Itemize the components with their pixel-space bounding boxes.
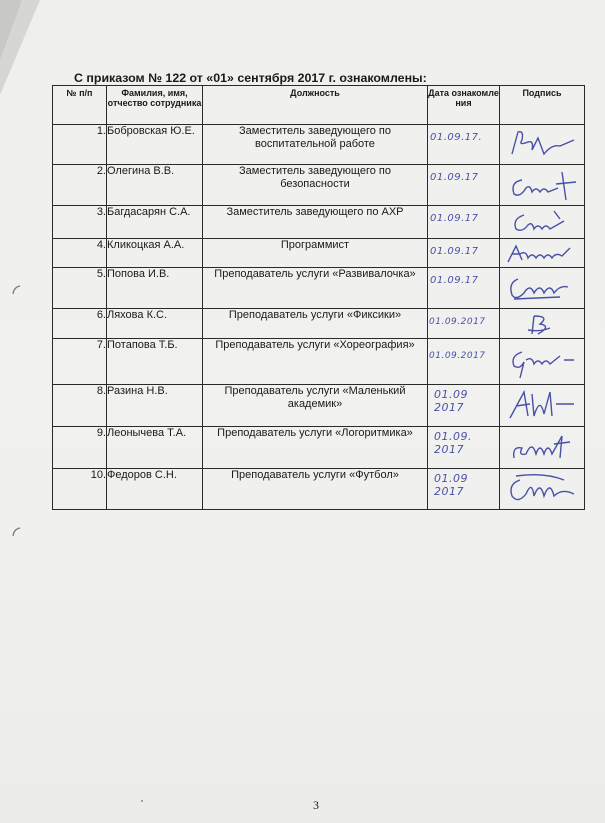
employee-position: Преподаватель услуги «Хореография»: [203, 339, 428, 385]
employee-name: Багдасарян С.А.: [107, 206, 203, 239]
table-row: [53, 165, 585, 206]
row-number: 3.: [53, 206, 107, 239]
table-row: [53, 339, 585, 385]
employee-position: Преподаватель услуги «Маленький академик»: [203, 385, 428, 427]
signature-image: [504, 207, 580, 237]
employee-name: Олегина В.В.: [107, 165, 203, 206]
date-cell: [428, 206, 500, 239]
table-row: [53, 427, 585, 469]
row-number: 8.: [53, 385, 107, 427]
employee-name: Кликоцкая А.А.: [107, 239, 203, 268]
date-year: 2017: [434, 485, 464, 498]
signature-image: [504, 269, 580, 307]
employee-name: Разина Н.В.: [107, 385, 203, 427]
signature-image: [504, 340, 580, 382]
employee-position: Преподаватель услуги «Развивалочка»: [203, 268, 428, 309]
date-cell: [428, 427, 500, 469]
employee-name: Потапова Т.Б.: [107, 339, 203, 385]
employee-position: Преподаватель услуги «Футбол»: [203, 469, 428, 510]
table-row: [53, 268, 585, 309]
signature-image: [504, 310, 580, 338]
signature-cell: [500, 206, 585, 239]
signature-cell: [500, 339, 585, 385]
punch-hole-top: [12, 285, 22, 295]
signature-image: [504, 166, 580, 204]
employee-position: Преподаватель услуги «Логоритмика»: [203, 427, 428, 469]
date-cell: [428, 125, 500, 165]
table-row: [53, 469, 585, 510]
date-year: 2017: [434, 443, 464, 456]
date-day-month: 01.09: [434, 472, 468, 485]
date-cell: [428, 339, 500, 385]
handwritten-date: 01.09.17: [430, 246, 479, 257]
signature-image: [504, 386, 580, 424]
page-number: 3: [313, 798, 319, 812]
handwritten-date: 01.09.2017: [429, 317, 486, 327]
employee-position: Заместитель заведующего по безопасности: [203, 165, 428, 206]
employee-position: Программист: [203, 239, 428, 268]
date-cell: [428, 165, 500, 206]
employee-name: Бобровская Ю.Е.: [107, 125, 203, 165]
employee-position: Преподаватель услуги «Фиксики»: [203, 309, 428, 339]
row-number: 5.: [53, 268, 107, 309]
table-row: [53, 206, 585, 239]
row-number: 6.: [53, 309, 107, 339]
table-header-row: [53, 86, 585, 125]
table-row: [53, 385, 585, 427]
signature-cell: [500, 427, 585, 469]
signature-cell: [500, 239, 585, 268]
column-header-signature: Подпись: [500, 86, 585, 125]
employee-name: Ляхова К.С.: [107, 309, 203, 339]
row-number: 4.: [53, 239, 107, 268]
employee-position: Заместитель заведующего по воспитательной работе: [203, 125, 428, 165]
row-number: 1.: [53, 125, 107, 165]
paper-speck: [141, 800, 143, 802]
acknowledgement-table: [52, 85, 585, 510]
employee-name: Федоров С.Н.: [107, 469, 203, 510]
handwritten-date: 01.09.17: [430, 213, 479, 224]
punch-hole-bottom: [12, 527, 22, 537]
date-cell: [428, 268, 500, 309]
handwritten-date: 01.09.17: [430, 275, 479, 286]
date-cell: [428, 385, 500, 427]
signature-image: [504, 470, 580, 508]
handwritten-date: 01.09.17: [430, 172, 479, 183]
signature-cell: [500, 165, 585, 206]
table-row: [53, 239, 585, 268]
date-day-month: 01.09.: [434, 430, 472, 443]
column-header-position: Должность: [203, 86, 428, 125]
column-header-number: № п/п: [53, 86, 107, 125]
handwritten-date: [434, 430, 472, 456]
date-day-month: 01.09: [434, 388, 468, 401]
signature-image: [504, 126, 580, 162]
signature-cell: [500, 125, 585, 165]
employee-name: Леонычева Т.А.: [107, 427, 203, 469]
employee-position: Заместитель заведующего по АХР: [203, 206, 428, 239]
row-number: 7.: [53, 339, 107, 385]
handwritten-date: 01.09.17.: [430, 132, 483, 143]
signature-cell: [500, 469, 585, 510]
row-number: 10.: [53, 469, 107, 510]
date-cell: [428, 469, 500, 510]
signature-cell: [500, 309, 585, 339]
date-cell: [428, 309, 500, 339]
table-row: [53, 309, 585, 339]
document-heading: С приказом № 122 от «01» сентября 2017 г. ознакомлены:: [74, 71, 427, 85]
handwritten-date: 01.09.2017: [429, 351, 486, 361]
signature-image: [504, 240, 580, 266]
date-cell: [428, 239, 500, 268]
column-header-name: Фамилия, имя, отчество сотрудника: [107, 86, 203, 125]
row-number: 9.: [53, 427, 107, 469]
date-year: 2017: [434, 401, 464, 414]
handwritten-date: [434, 388, 468, 414]
signature-cell: [500, 268, 585, 309]
signature-image: [504, 428, 580, 466]
table-row: [53, 125, 585, 165]
employee-name: Попова И.В.: [107, 268, 203, 309]
row-number: 2.: [53, 165, 107, 206]
column-header-date: Дата ознакомле ния: [428, 86, 500, 125]
signature-cell: [500, 385, 585, 427]
handwritten-date: [434, 472, 468, 498]
